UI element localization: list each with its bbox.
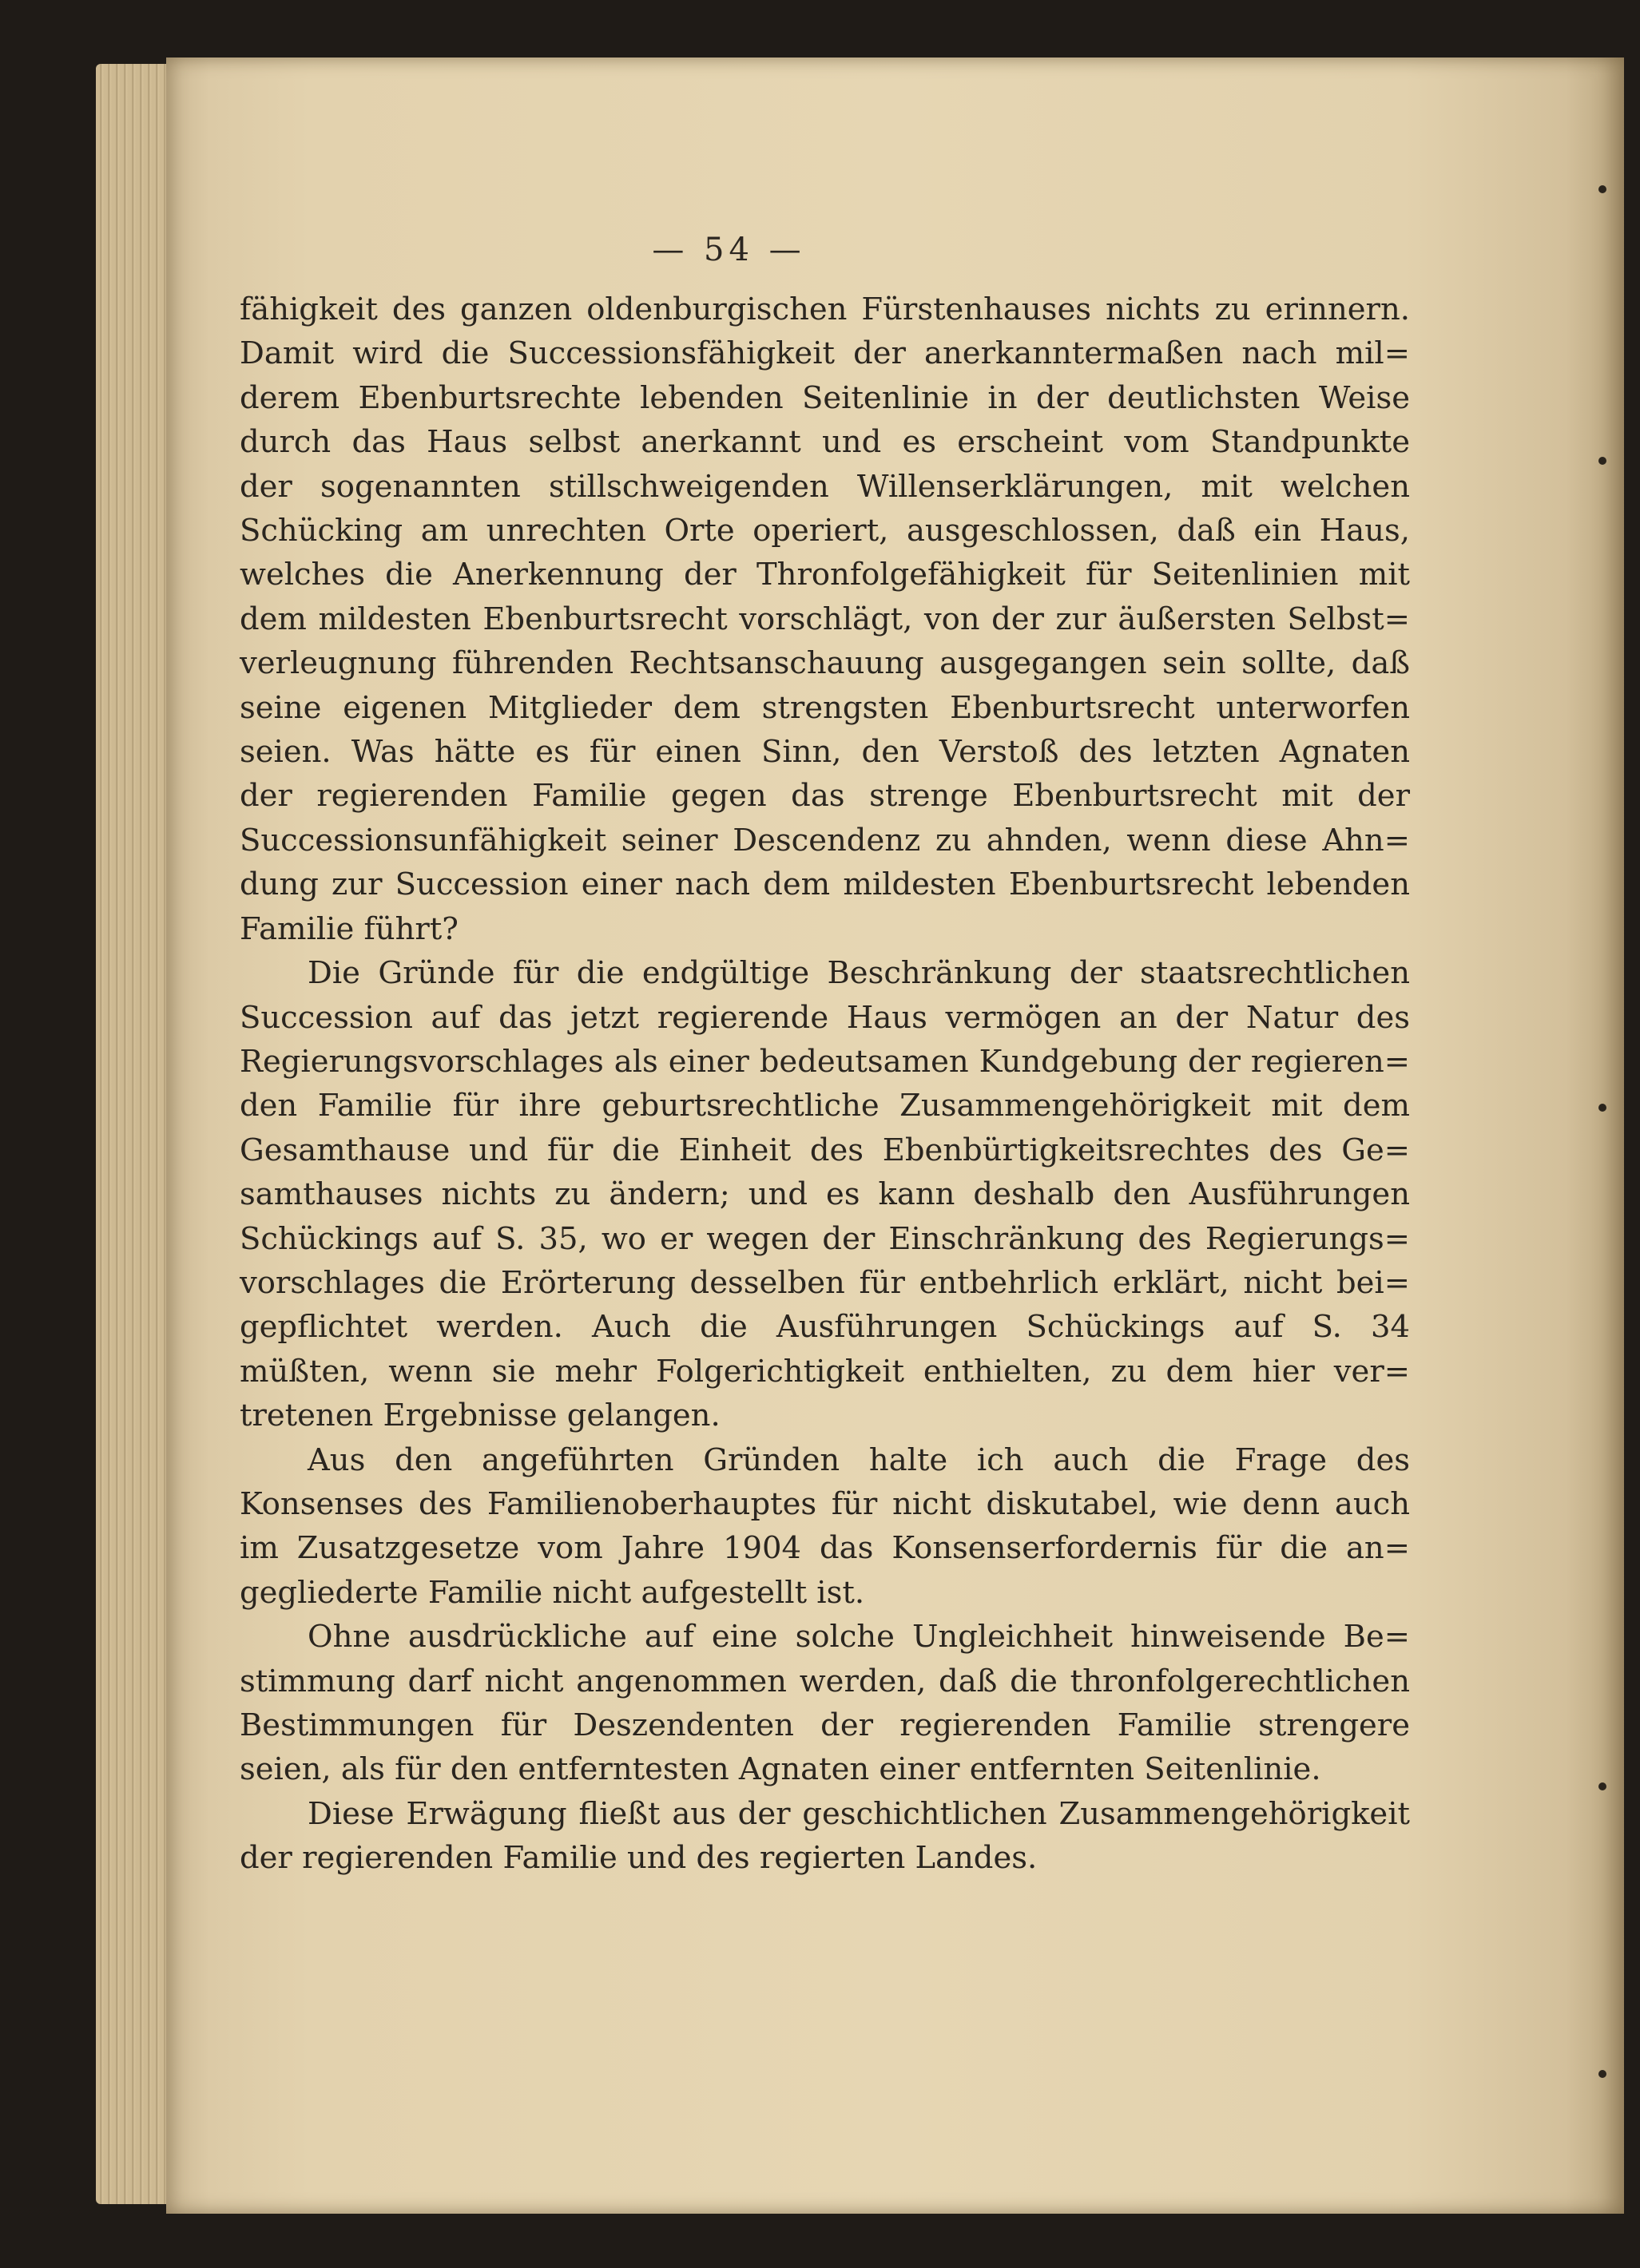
text-line: seine eigenen Mitglieder dem strengsten Ebenburtsrecht unterworfen: [240, 689, 1410, 726]
text-line: Schückings auf S. 35, wo er wegen der Einschränkung des Regierungs=: [240, 1220, 1410, 1257]
text-line: den Familie für ihre geburtsrechtliche Zusammengehörigkeit mit dem: [240, 1088, 1410, 1124]
text-line: Diese Erwägung fließt aus der geschichtlichen Zusammengehörigkeit: [308, 1795, 1410, 1832]
text-line: welches die Anerkennung der Thronfolgefähigkeit für Seitenlinien mit: [240, 557, 1410, 593]
paragraph: [240, 287, 1410, 951]
paragraph: [240, 1438, 1410, 1616]
paragraph: [240, 951, 1410, 1437]
text-line: verleugnung führenden Rechtsanschauung ausgegangen sein sollte, daß: [240, 645, 1410, 682]
text-line: Familie führt?: [240, 910, 459, 947]
binding-thread: [1598, 1104, 1606, 1112]
page-edges: [96, 64, 176, 2204]
text-line: Aus den angeführten Gründen halte ich auch die Frage des: [308, 1441, 1410, 1478]
text-line: Ohne ausdrückliche auf eine solche Ungleichheit hinweisende Be=: [308, 1619, 1410, 1655]
text-line: Regierungsvorschlages als einer bedeutsamen Kundgebung der regieren=: [240, 1043, 1410, 1080]
text-line: durch das Haus selbst anerkannt und es erscheint vom Standpunkte: [240, 424, 1410, 461]
page-number: — 54 —: [652, 232, 806, 268]
text-line: seien, als für den entferntesten Agnaten einer entfernten Seitenlinie.: [240, 1751, 1321, 1788]
text-line: der regierenden Familie gegen das strenge Ebenburtsrecht mit der: [240, 778, 1410, 815]
text-line: gegliederte Familie nicht aufgestellt ist.: [240, 1574, 865, 1611]
text-line: Damit wird die Successionsfähigkeit der anerkanntermaßen nach mil=: [240, 335, 1410, 372]
text-line: dung zur Succession einer nach dem mildesten Ebenburtsrecht lebenden: [240, 866, 1410, 903]
binding-thread: [1598, 2070, 1606, 2078]
binding-thread: [1598, 457, 1606, 465]
binding-thread: [1598, 1782, 1606, 1790]
binding-thread: [1598, 185, 1606, 193]
text-line: Bestimmungen für Deszendenten der regierenden Familie strengere: [240, 1707, 1410, 1743]
text-line: dem mildesten Ebenburtsrecht vorschlägt, von der zur äußersten Selbst=: [240, 601, 1410, 637]
text-line: im Zusatzgesetze vom Jahre 1904 das Konsenserfordernis für die an=: [240, 1530, 1410, 1567]
text-line: derem Ebenburtsrechte lebenden Seitenlinie in der deutlichsten Weise: [240, 379, 1410, 416]
text-line: Successionsunfähigkeit seiner Descendenz zu ahnden, wenn diese Ahn=: [240, 822, 1410, 858]
text-line: Die Gründe für die endgültige Beschränkung der staatsrechtlichen: [308, 955, 1410, 992]
text-line: gepflichtet werden. Auch die Ausführungen Schückings auf S. 34: [240, 1309, 1410, 1346]
text-line: samthauses nichts zu ändern; und es kann deshalb den Ausführungen: [240, 1176, 1410, 1213]
text-line: Gesamthause und für die Einheit des Ebenbürtigkeitsrechtes des Ge=: [240, 1132, 1410, 1168]
text-line: fähigkeit des ganzen oldenburgischen Fürstenhauses nichts zu erinnern.: [240, 291, 1410, 327]
paragraph: [240, 1615, 1410, 1792]
text-line: stimmung darf nicht angenommen werden, daß die thronfolgerechtlichen: [240, 1663, 1410, 1699]
text-line: Succession auf das jetzt regierende Haus vermögen an der Natur des: [240, 999, 1410, 1036]
text-line: müßten, wenn sie mehr Folgerichtigkeit enthielten, zu dem hier ver=: [240, 1353, 1410, 1390]
text-line: vorschlages die Erörterung desselben für entbehrlich erklärt, nicht bei=: [240, 1264, 1410, 1301]
text-line: der sogenannten stillschweigenden Willenserklärungen, mit welchen: [240, 468, 1410, 505]
body-text: [240, 287, 1410, 1881]
paragraph: [240, 1792, 1410, 1881]
text-line: tretenen Ergebnisse gelangen.: [240, 1398, 721, 1434]
text-line: seien. Was hätte es für einen Sinn, den Verstoß des letzten Agnaten: [240, 734, 1410, 771]
text-line: Schücking am unrechten Orte operiert, ausgeschlossen, daß ein Haus,: [240, 513, 1410, 549]
text-line: Konsenses des Familienoberhauptes für nicht diskutabel, wie denn auch: [240, 1485, 1410, 1522]
text-line: der regierenden Familie und des regierten Landes.: [240, 1840, 1038, 1877]
